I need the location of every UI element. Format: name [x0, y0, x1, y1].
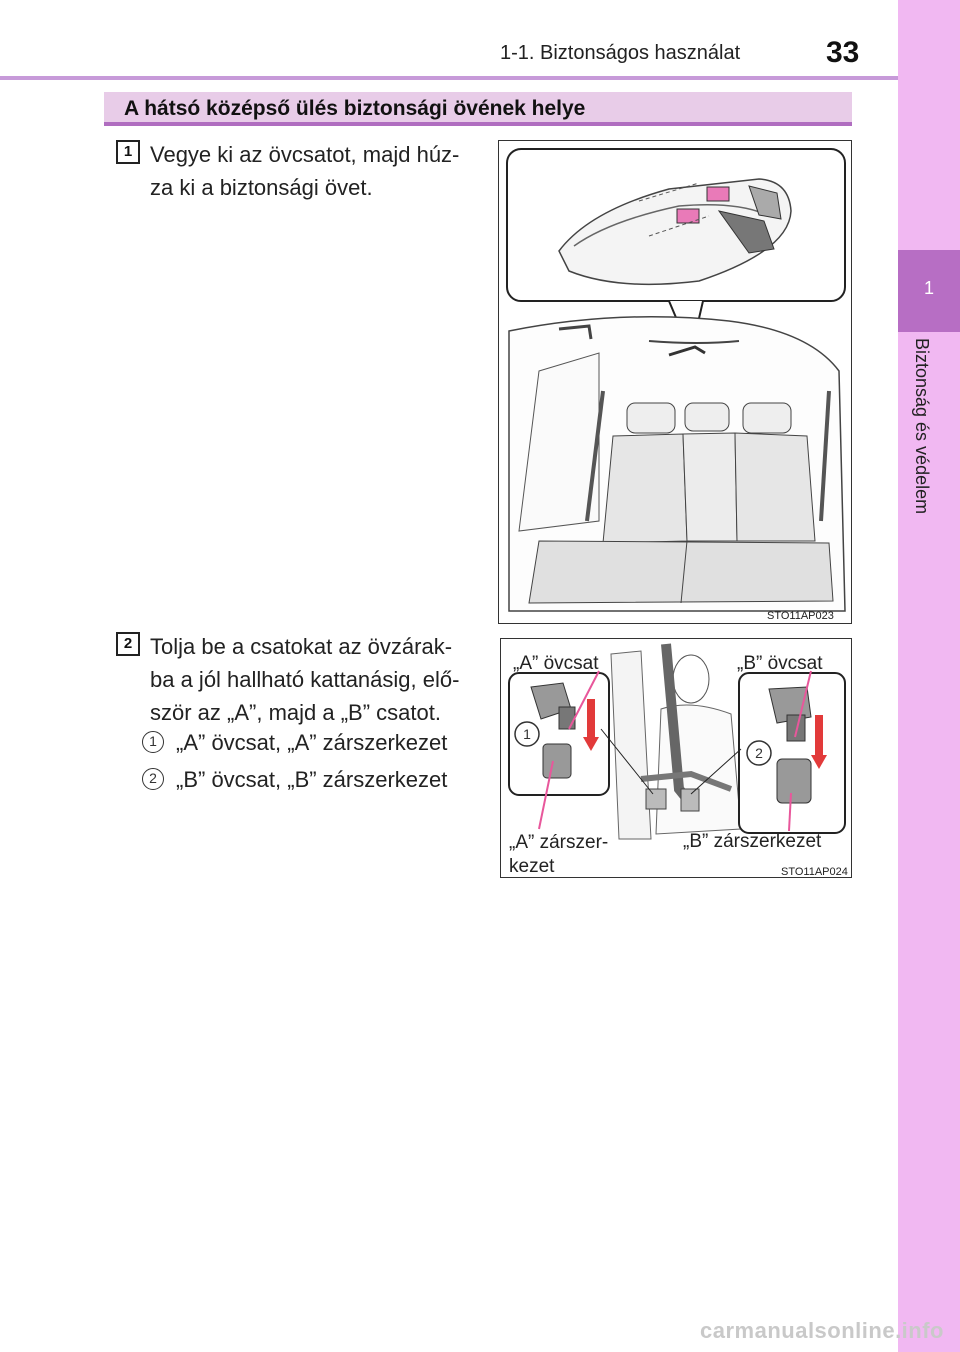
section-header	[104, 92, 852, 126]
substep-1-text: „A” övcsat, „A” zárszerkezet	[176, 730, 448, 755]
step-1-line-1: Vegye ki az övcsatot, majd húz-	[150, 142, 460, 167]
section-title: A hátsó középső ülés biztonsági övének helye	[124, 97, 586, 120]
step-1-marker: 1	[116, 140, 140, 164]
substep-2-text: „B” övcsat, „B” zárszerkezet	[176, 767, 448, 792]
figure-buckles	[500, 638, 852, 878]
figure-2-badge-1: 1	[523, 726, 531, 742]
page-number: 33	[826, 36, 860, 69]
label-a-buckle: „A” övcsat	[513, 653, 599, 674]
substep-1-badge: 1	[142, 731, 164, 753]
substep-2-badge: 2	[142, 768, 164, 790]
label-b-buckle: „B” övcsat	[737, 653, 823, 674]
step-2-line-3: ször az „A”, majd a „B” csatot.	[150, 700, 441, 725]
chapter-number: 1	[923, 278, 934, 298]
chapter-label: Biztonság és védelem	[912, 338, 932, 515]
label-a-lock-line-1: „A” zárszer-	[509, 832, 609, 853]
figure-1-code: STO11AP023	[767, 610, 834, 622]
label-a-lock	[509, 831, 608, 879]
header-rule	[0, 76, 898, 80]
watermark: carmanualsonline.info	[700, 1318, 944, 1343]
step-2-line-2: ba a jól hallható kattanásig, elő-	[150, 667, 460, 692]
step-1-line-2: za ki a biztonsági övet.	[150, 175, 373, 200]
step-2-marker: 2	[116, 632, 140, 656]
figure-2-badge-2: 2	[755, 745, 763, 761]
rear-seat-illustration	[499, 141, 853, 625]
label-b-lock: „B” zárszerkezet	[683, 831, 822, 852]
label-a-lock-line-2: kezet	[509, 856, 555, 877]
step-2-text	[150, 630, 459, 729]
figure-2-code: STO11AP024	[781, 866, 848, 878]
step-2-line-1: Tolja be a csatokat az övzárak-	[150, 634, 453, 659]
step-1-text	[150, 138, 459, 204]
figure-rear-seat	[498, 140, 852, 624]
running-header: 1-1. Biztonságos használat	[500, 42, 741, 64]
chapter-side-tab	[898, 0, 960, 1352]
